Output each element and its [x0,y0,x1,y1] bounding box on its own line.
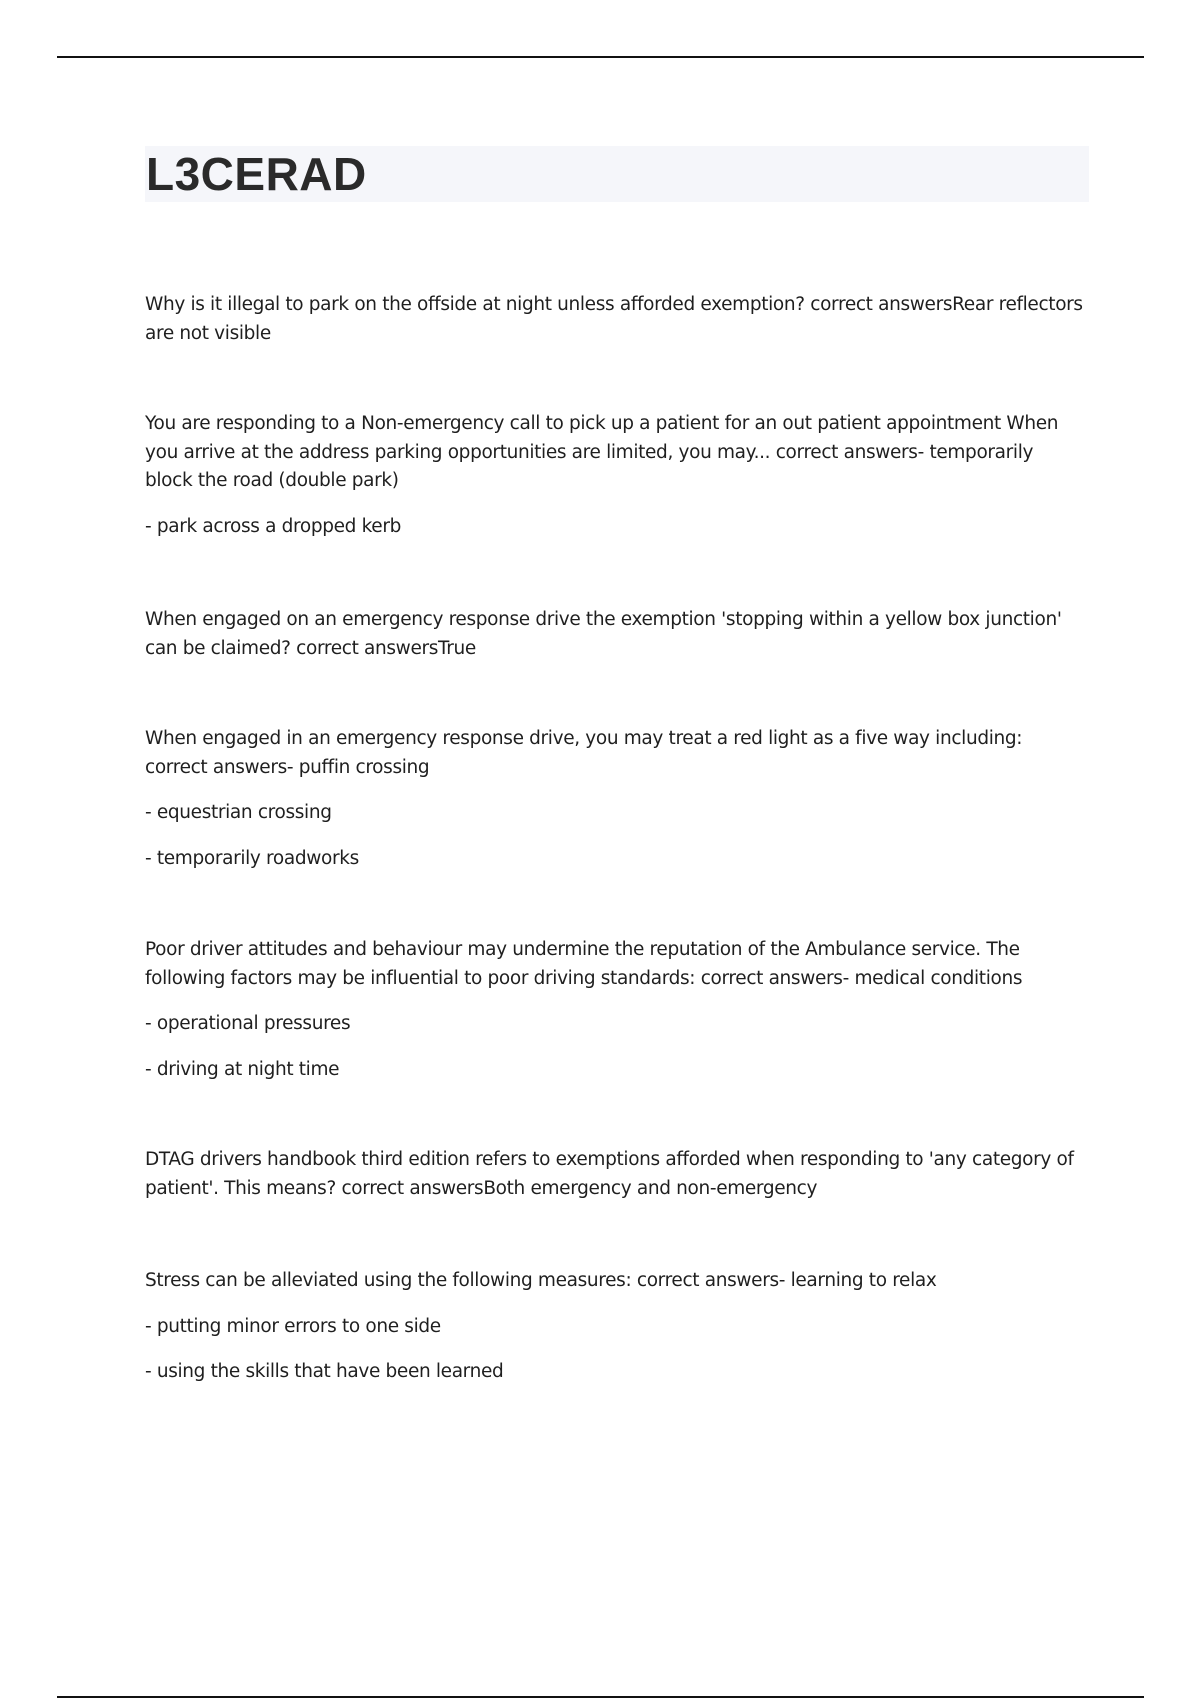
question-text: DTAG drivers handbook third edition refers to exemptions afforded when responding to 'any category of patient'. This means? correct answersBoth emergency and non-emergency [145,1149,1074,1199]
question-text: Why is it illegal to park on the offside at night unless afforded exemption? correct answersRear reflectors are not visible [145,294,1083,344]
answer-item: - using the skills that have been learned [145,1361,504,1382]
question-block-5 [145,936,1085,1101]
question-text: When engaged in an emergency response drive, you may treat a red light as a five way including: correct answers- puffin crossing [145,728,1023,778]
question-block-7 [145,1267,1085,1404]
top-rule [57,56,1144,58]
answer-item: - operational pressures [145,1013,351,1034]
bottom-rule [57,1696,1144,1698]
question-block-1 [145,291,1085,365]
question-block-3 [145,606,1085,680]
answer-item: - driving at night time [145,1058,340,1080]
question-text: When engaged on an emergency response drive the exemption 'stopping within a yellow box junction' can be claimed? correct answersTrue [145,609,1062,659]
answer-item: - park across a dropped kerb [145,515,401,537]
question-text: Stress can be alleviated using the following measures: correct answers- learning to relax [145,1270,937,1291]
page-title: L3CERAD [146,148,367,200]
question-block-6 [145,1146,1085,1220]
answer-item: - putting minor errors to one side [145,1315,441,1337]
question-text: You are responding to a Non-emergency call to pick up a patient for an out patient appointment When you arrive at the address parking opportunities are limited, you may... correct answers- temporarily block the road (double park) [145,413,1059,491]
question-block-4 [145,725,1085,890]
answer-item: - temporarily roadworks [145,847,359,869]
question-block-2 [145,410,1085,558]
answer-item: - equestrian crossing [145,802,332,823]
question-text: Poor driver attitudes and behaviour may undermine the reputation of the Ambulance service. The following factors may be influential to poor driving standards: correct answers- medical conditions [145,939,1023,989]
